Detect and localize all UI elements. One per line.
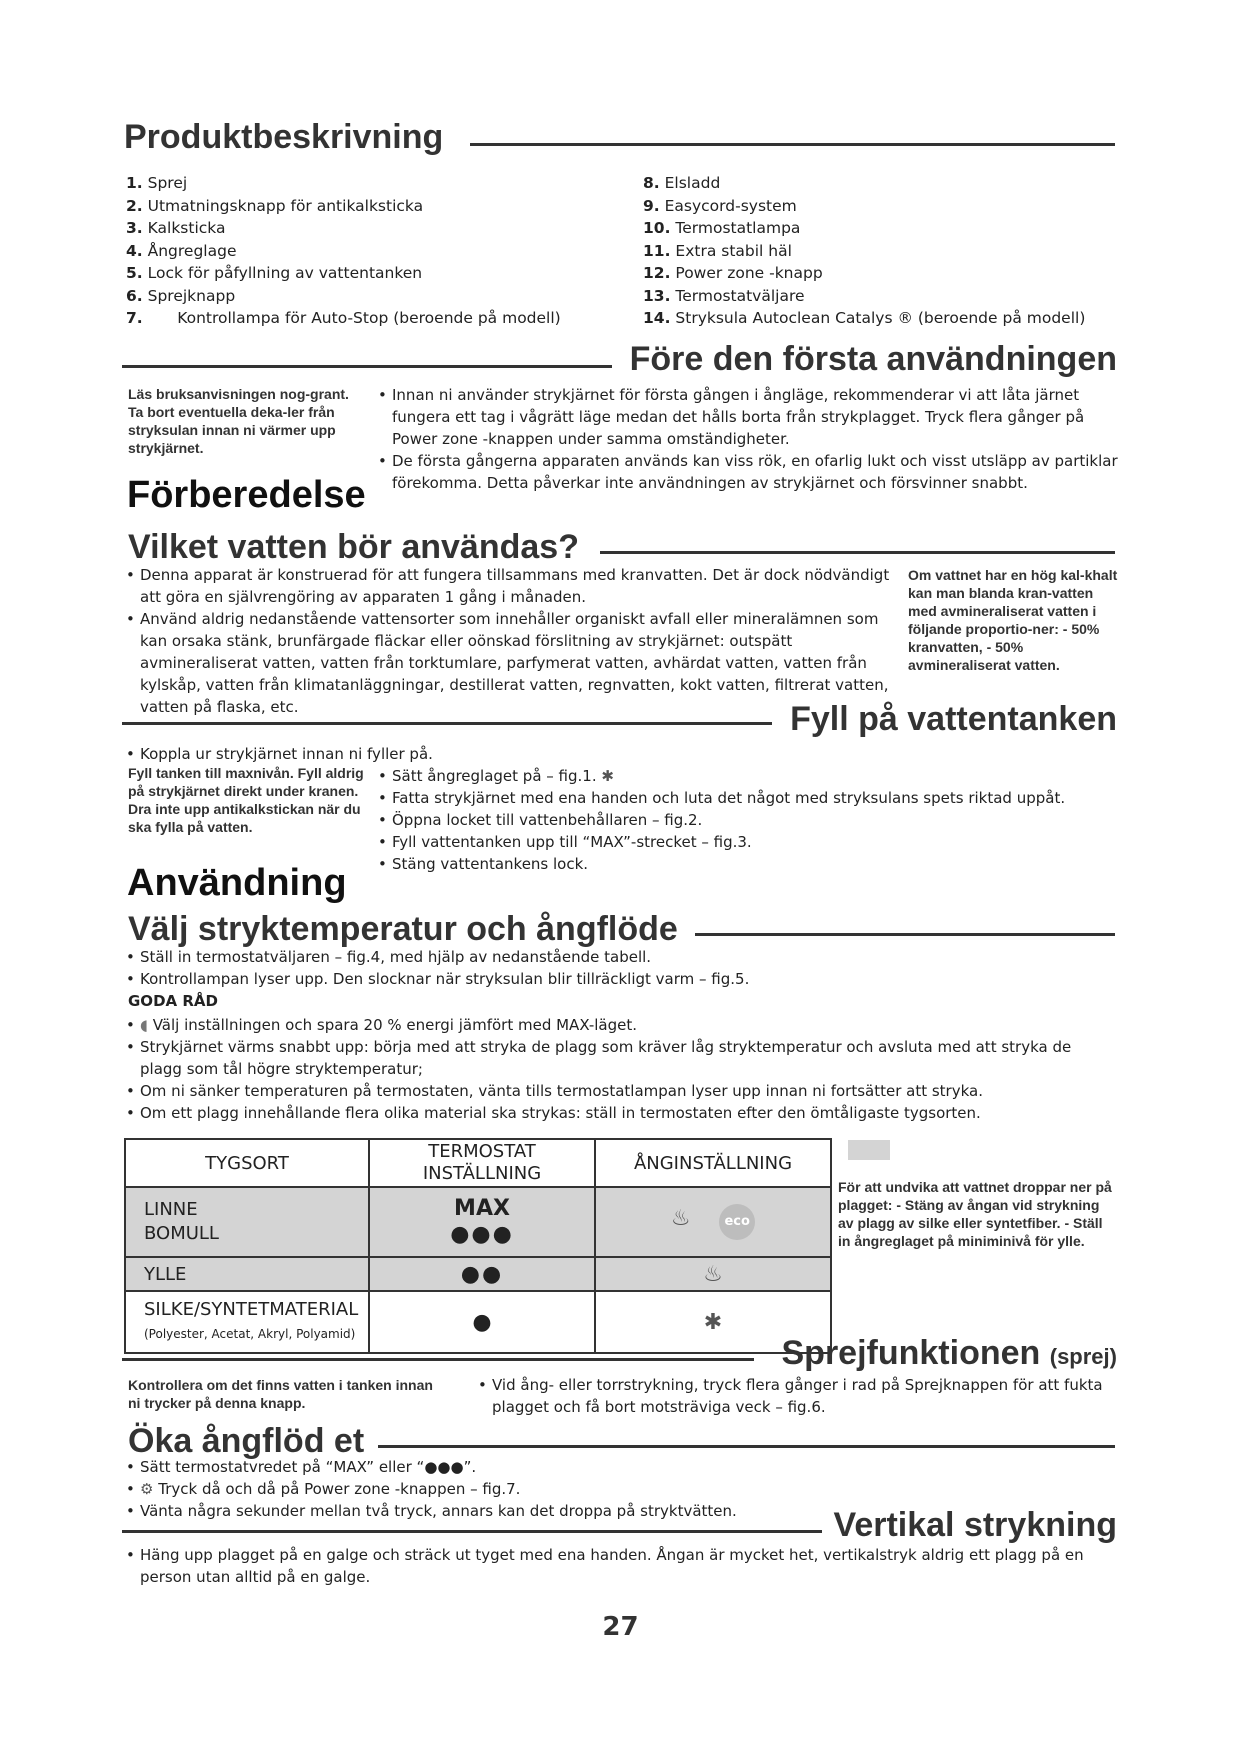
list-item: 14. Stryksula Autoclean Catalys ® (beroende på modell) bbox=[643, 309, 1086, 327]
divider bbox=[600, 551, 1115, 554]
list-item: 1. Sprej bbox=[126, 174, 188, 192]
eco-icon: ◖ bbox=[140, 1016, 148, 1034]
table-cell bbox=[595, 1187, 831, 1257]
list-item: • Vänta några sekunder mellan två tryck, annars kan det droppa på stryktvätten. bbox=[126, 1500, 1026, 1522]
list-item: • Kontrollampan lyser upp. Den slocknar när stryksulan blir tillräckligt varm – fig.5. bbox=[126, 968, 1116, 990]
table-cell: ● bbox=[369, 1291, 595, 1353]
table-cell bbox=[125, 1291, 369, 1353]
list-item: 13. Termostatväljare bbox=[643, 286, 805, 305]
page-number: 27 bbox=[602, 1612, 639, 1642]
list-item: • Innan ni använder strykjärnet för första gången i ångläge, rekommenderar vi att låta järnet fungera ett tag i vågrätt läge medan det hålls borta från strykplagget. Tryck flera gånger på Power zone -knappen under samma omständigheter. bbox=[378, 384, 1126, 450]
fabric-silk: SILKE/SYNTETMATERIAL bbox=[144, 1299, 359, 1320]
note-water-mix: Om vattnet har en hög kal-khalt kan man blanda kran-vatten med avmineraliserat vatten i följande proportio-ner: - 50% kranvatten, - 50% avmineraliserat vatten. bbox=[908, 567, 1118, 673]
thermostat-max: MAX bbox=[454, 1196, 510, 1221]
note-dripping: För att undvika att vattnet droppar ner på plagget: - Stäng av ångan vid strykning av plagg av silke eller syntetfiber. - Ställ in ångreglaget på miniminivå för ylle. bbox=[838, 1179, 1112, 1249]
temperature-bullets bbox=[126, 946, 1116, 990]
list-item: 7. Kontrollampa för Auto-Stop (beroende på modell) bbox=[126, 309, 561, 327]
tips-label: GODA RÅD bbox=[128, 992, 218, 1010]
list-item: • Använd aldrig nedanstående vattensorter som innehåller organiskt avfall eller mineralämnen som kan orsaka stänk, brunfärgade fläckar eller oönskad förslitning av strykjärnet: outspätt avmineraliserat vatten, vatten från torktumlare, parfymerat vatten, avhärdat vatten, vatten från kylskåp, vatten från klimatanläggningar, destillerat vatten, regnvatten, kokt vatten, filtrerat vatten, vatten på flaska, etc. bbox=[126, 608, 906, 718]
power-zone-icon: ⚙ bbox=[140, 1480, 154, 1498]
gray-swatch bbox=[848, 1140, 890, 1160]
note-read-instructions: Läs bruksanvisningen nog-grant. Ta bort eventuella deka-ler från stryksulan innan ni värmer upp strykjärnet. bbox=[128, 386, 349, 456]
list-item: • Om ni sänker temperaturen på termostaten, vänta tills termostatlampan lyser upp innan ni fortsätter att stryka. bbox=[126, 1080, 1116, 1102]
list-item: 8. Elsladd bbox=[643, 174, 721, 192]
fill-first-bullet bbox=[126, 743, 726, 765]
list-item: 4. Ångreglage bbox=[126, 241, 237, 260]
table-header bbox=[369, 1139, 595, 1187]
list-item: • ◖ Välj inställningen och spara 20 % energi jämfört med MAX-läget. bbox=[126, 1014, 1116, 1036]
section-title-spray: Sprejfunktionen (sprej) bbox=[781, 1334, 1117, 1372]
steam-off-icon: ✱ bbox=[601, 767, 614, 785]
section-title-product: Produktbeskrivning bbox=[124, 118, 444, 156]
list-item: • Ställ in termostatväljaren – fig.4, med hjälp av nedanstående tabell. bbox=[126, 946, 1116, 968]
divider bbox=[470, 143, 1115, 146]
table-header-line: INSTÄLLNING bbox=[422, 1163, 542, 1184]
list-item: 9. Easycord-system bbox=[643, 196, 797, 215]
divider bbox=[122, 722, 772, 725]
tips-bullets bbox=[126, 1014, 1116, 1124]
list-item: • Strykjärnet värms snabbt upp: börja med att stryka de plagg som kräver låg stryktemperatur och avsluta med att stryka de plagg som tål högre stryktemperatur; bbox=[126, 1036, 1116, 1080]
section-title-temperature: Välj stryktemperatur och ångflöde bbox=[128, 910, 678, 948]
chapter-title-usage: Användning bbox=[127, 862, 347, 904]
list-item: • ⚙ Tryck då och då på Power zone -knappen – fig.7. bbox=[126, 1478, 1026, 1500]
section-title-boost: Öka ångflöd et bbox=[128, 1422, 365, 1460]
list-item: • Denna apparat är konstruerad för att fungera tillsammans med kranvatten. Det är dock nödvändigt att göra en självrengöring av apparaten 1 gång i månaden. bbox=[126, 564, 906, 608]
list-item: 11. Extra stabil häl bbox=[643, 241, 792, 260]
table-cell bbox=[595, 1257, 831, 1291]
divider bbox=[122, 1530, 822, 1533]
product-list-right bbox=[643, 172, 1123, 330]
fabric-silk-sub: (Polyester, Acetat, Akryl, Polyamid) bbox=[144, 1327, 356, 1341]
table-cell bbox=[125, 1187, 369, 1257]
list-item: • Fyll vattentanken upp till “MAX”-strecket – fig.3. bbox=[378, 831, 1118, 853]
section-title-before-first-use: Före den första användningen bbox=[629, 340, 1117, 378]
divider bbox=[378, 1445, 1115, 1448]
table-cell bbox=[369, 1187, 595, 1257]
section-title-fill-tank: Fyll på vattentanken bbox=[790, 700, 1117, 738]
list-item: • Vid ång- eller torrstrykning, tryck flera gånger i rad på Sprejknappen för att fukta plagget och få bort motsträviga veck – fig.6. bbox=[478, 1374, 1118, 1418]
list-item: • Sätt termostatvredet på “MAX” eller “●●●”. bbox=[126, 1456, 1026, 1478]
list-item: • Häng upp plagget på en galge och sträck ut tyget med ena handen. Ångan är mycket het, vertikalstryk aldrig ett plagg på en person utan alltid på en galge. bbox=[126, 1544, 1116, 1588]
steam-max-icon: ♨ bbox=[670, 1206, 691, 1231]
eco-icon: eco bbox=[719, 1204, 755, 1240]
fill-bullets bbox=[378, 765, 1118, 875]
divider bbox=[695, 933, 1115, 936]
settings-table bbox=[124, 1138, 832, 1354]
list-item: 5. Lock för påfyllning av vattentanken bbox=[126, 264, 423, 282]
list-item: • Fatta strykjärnet med ena handen och luta det något med stryksulans spets riktad uppåt. bbox=[378, 787, 1118, 809]
list-item: • Sätt ångreglaget på – fig.1. ✱ bbox=[378, 765, 1118, 787]
list-item: • Koppla ur strykjärnet innan ni fyller på. bbox=[126, 743, 726, 765]
vertical-bullets bbox=[126, 1544, 1116, 1588]
table-header: TYGSORT bbox=[125, 1139, 369, 1187]
table-cell: ●● bbox=[369, 1257, 595, 1291]
list-item: 10. Termostatlampa bbox=[643, 219, 801, 237]
chapter-title-preparation: Förberedelse bbox=[127, 474, 366, 516]
list-item: 3. Kalksticka bbox=[126, 219, 226, 237]
list-item: 2. Utmatningsknapp för antikalksticka bbox=[126, 196, 424, 215]
list-item: 12. Power zone -knapp bbox=[643, 264, 823, 282]
fabric-cotton: BOMULL bbox=[144, 1223, 219, 1244]
before-first-bullets bbox=[378, 384, 1126, 494]
divider bbox=[122, 1358, 754, 1361]
thermostat-dots: ●●● bbox=[450, 1222, 514, 1247]
list-item: • Öppna locket till vattenbehållaren – fig.2. bbox=[378, 809, 1118, 831]
note-check-water: Kontrollera om det finns vatten i tanken innan ni trycker på denna knapp. bbox=[128, 1377, 433, 1411]
table-header-line: TERMOSTAT bbox=[428, 1141, 536, 1162]
product-list-left bbox=[126, 172, 596, 330]
list-item: 6. Sprejknapp bbox=[126, 286, 236, 305]
fabric-linen: LINNE bbox=[144, 1199, 198, 1220]
divider bbox=[122, 365, 612, 368]
table-header: ÅNGINSTÄLLNING bbox=[595, 1139, 831, 1187]
list-item: • Om ett plagg innehållande flera olika material ska strykas: ställ in termostaten efter den ömtåligaste tygsorten. bbox=[126, 1102, 1116, 1124]
section-title-water: Vilket vatten bör användas? bbox=[128, 528, 579, 566]
note-fill-max: Fyll tanken till maxnivån. Fyll aldrig på strykjärnet direkt under kranen. Dra inte upp antikalkstickan när du ska fylla på vatten. bbox=[128, 765, 364, 835]
list-item: • Stäng vattentankens lock. bbox=[378, 853, 1118, 875]
steam-min-icon: ♨ bbox=[703, 1261, 723, 1287]
section-title-vertical: Vertikal strykning bbox=[833, 1506, 1117, 1544]
table-cell: YLLE bbox=[125, 1257, 369, 1291]
steam-off-icon: ✱ bbox=[703, 1309, 723, 1335]
list-item: • De första gångerna apparaten används kan viss rök, en ofarlig lukt och visst utsläpp av partiklar förekomma. Detta påverkar inte användningen av strykjärnet och försvinner snabbt. bbox=[378, 450, 1126, 494]
spray-bullets bbox=[478, 1374, 1118, 1418]
water-bullets bbox=[126, 564, 906, 718]
